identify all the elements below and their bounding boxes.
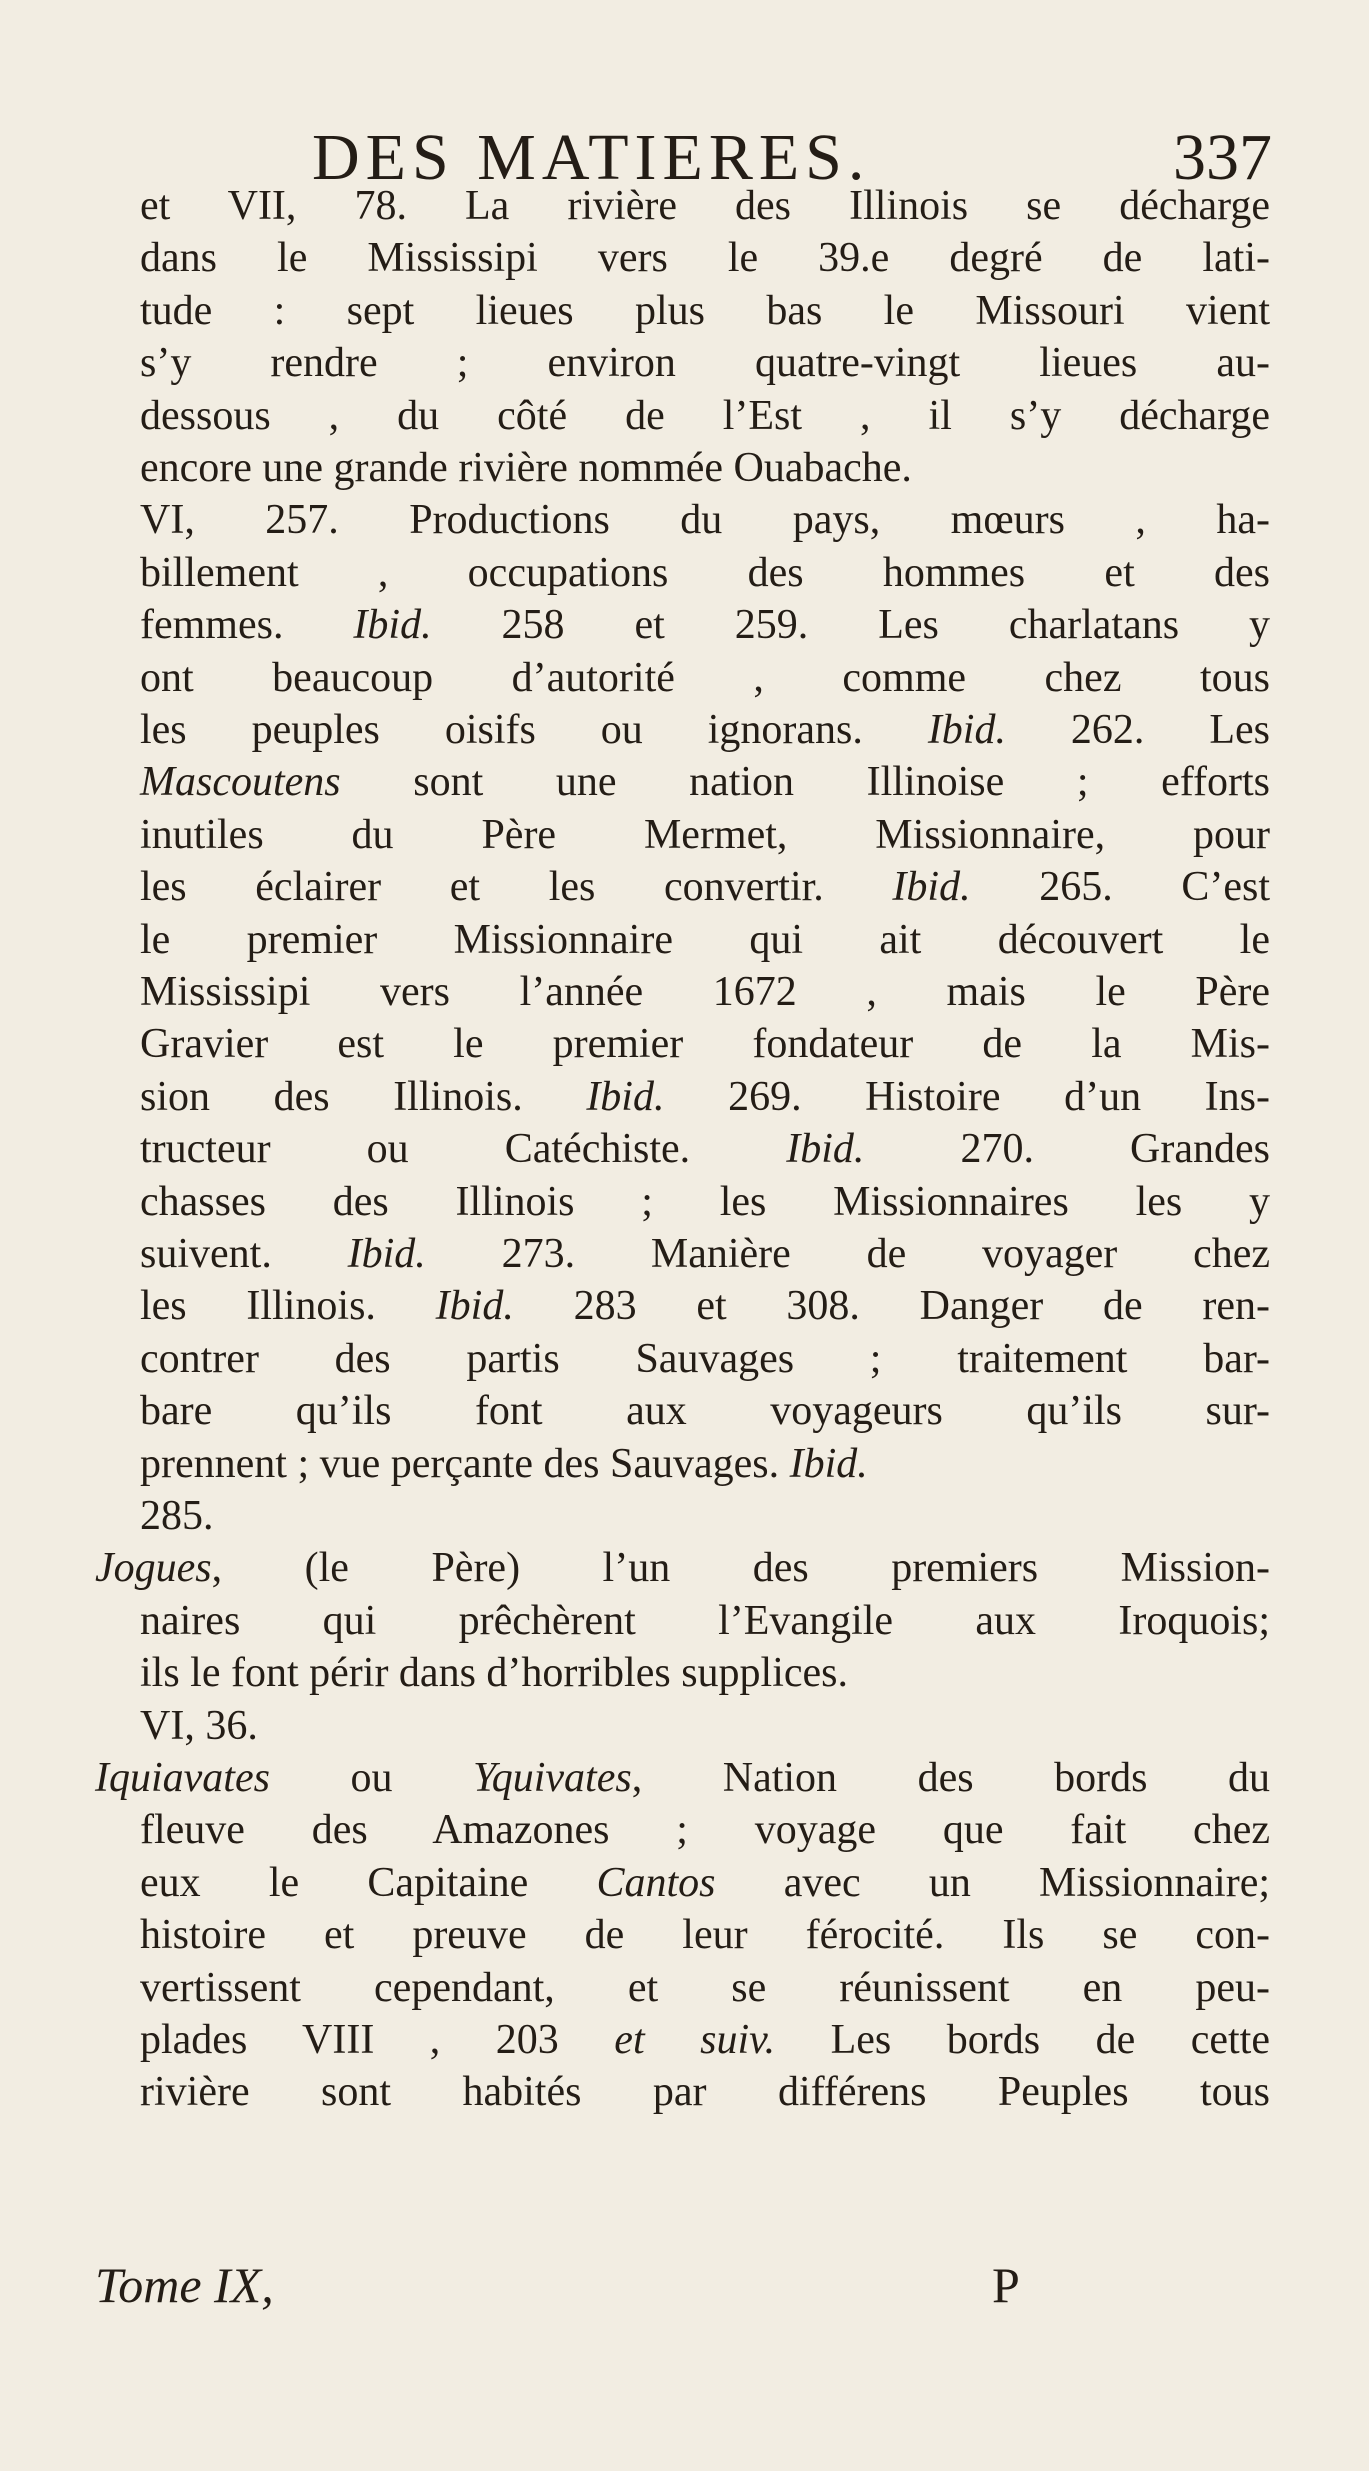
text-segment: 262. Les bbox=[1005, 707, 1270, 753]
text-line bbox=[140, 232, 1270, 284]
text-line bbox=[95, 1542, 1270, 1594]
text-segment: le premier Missionnaire qui ait découvert le bbox=[140, 916, 1270, 963]
italic-segment: Ibid. bbox=[435, 1283, 514, 1330]
italic-segment: Ibid. bbox=[347, 1231, 426, 1277]
text-segment: encore une grande rivière nommée Ouabache. bbox=[140, 445, 912, 491]
text-segment: plades VIII , 203 bbox=[140, 2017, 615, 2063]
italic-segment: Ibid. bbox=[586, 1073, 665, 1120]
text-segment: dessous , du côté de l’Est , il s’y décharge bbox=[140, 392, 1270, 439]
italic-segment: Ibid. bbox=[353, 602, 432, 649]
text-line bbox=[140, 1857, 1270, 1909]
text-segment: 265. C’est bbox=[970, 864, 1270, 911]
text-segment: Gravier est le premier fondateur de la Mis- bbox=[140, 1021, 1270, 1068]
italic-segment: Cantos bbox=[596, 1859, 716, 1906]
text-segment: , (le Père) l’un des premiers Mission- bbox=[211, 1545, 1270, 1592]
text-segment: tructeur ou Catéchiste. bbox=[140, 1126, 787, 1173]
text-segment: Mississipi vers l’année 1672 , mais le Père bbox=[140, 969, 1270, 1015]
text-segment: chasses des Illinois ; les Missionnaires les y bbox=[140, 1178, 1270, 1225]
text-segment: ils le font périr dans d’horribles supplices. bbox=[140, 1650, 849, 1697]
italic-segment: Ibid. bbox=[786, 1126, 865, 1173]
text-segment: 270. Grandes bbox=[864, 1126, 1270, 1173]
italic-segment: Ibid. bbox=[892, 864, 971, 911]
text-segment: bare qu’ils font aux voyageurs qu’ils sur- bbox=[140, 1388, 1270, 1435]
text-segment: 283 et 308. Danger de ren- bbox=[513, 1283, 1270, 1330]
text-line bbox=[140, 652, 1270, 704]
text-segment: inutiles du Père Mermet, Missionnaire, pour bbox=[140, 811, 1270, 858]
text-line bbox=[140, 1280, 1270, 1332]
text-segment: les peuples oisifs ou ignorans. bbox=[140, 707, 928, 753]
text-segment: suivent. bbox=[140, 1231, 348, 1277]
text-segment: 273. Manière de voyager chez bbox=[425, 1231, 1271, 1277]
text-line bbox=[140, 1595, 1270, 1647]
text-segment: et VII, 78. La rivière des Illinois se décharge bbox=[140, 183, 1270, 229]
text-line bbox=[140, 390, 1270, 442]
text-line bbox=[140, 966, 1270, 1018]
text-segment: , Nation des bords du bbox=[631, 1755, 1270, 1801]
text-segment: ou bbox=[269, 1755, 474, 1801]
text-segment: sont une nation Illinoise ; efforts bbox=[340, 759, 1270, 806]
text-segment: dans le Mississipi vers le 39.e degré de lati- bbox=[140, 235, 1270, 282]
text-segment: sion des Illinois. bbox=[140, 1073, 587, 1120]
text-line bbox=[140, 180, 1270, 232]
page-number: 337 bbox=[1173, 121, 1272, 194]
text-line bbox=[140, 1333, 1270, 1385]
text-line bbox=[140, 1490, 214, 1542]
text-line bbox=[140, 285, 1270, 337]
italic-segment: Jogues bbox=[95, 1545, 212, 1592]
text-line bbox=[140, 1385, 1270, 1437]
text-line bbox=[140, 2066, 1270, 2118]
text-segment: VI, 257. Productions du pays, mœurs , ha- bbox=[140, 497, 1270, 544]
text-line bbox=[140, 1176, 1270, 1228]
italic-segment: Mascoutens bbox=[140, 759, 341, 806]
signature-mark: P bbox=[992, 2257, 1020, 2313]
text-line bbox=[140, 2014, 1270, 2066]
text-segment: fleuve des Amazones ; voyage que fait chez bbox=[140, 1807, 1270, 1854]
text-segment: ont beaucoup d’autorité , comme chez tous bbox=[140, 654, 1270, 701]
italic-segment: et suiv. bbox=[614, 2017, 776, 2063]
text-line bbox=[140, 1018, 1270, 1070]
text-segment: eux le Capitaine bbox=[140, 1859, 597, 1906]
text-line bbox=[140, 547, 1270, 599]
text-segment: 269. Histoire d’un Ins- bbox=[664, 1073, 1270, 1120]
text-segment: tude : sept lieues plus bas le Missouri vient bbox=[140, 287, 1270, 334]
text-line bbox=[95, 1752, 1270, 1804]
text-line bbox=[140, 809, 1270, 861]
header-title: DES MATIERES. bbox=[312, 121, 871, 194]
italic-segment: Yquivates bbox=[473, 1755, 632, 1801]
text-segment: histoire et preuve de leur férocité. Ils se con- bbox=[140, 1912, 1270, 1959]
text-line bbox=[140, 337, 1270, 389]
text-segment: les éclairer et les convertir. bbox=[140, 864, 893, 911]
text-line bbox=[140, 494, 1270, 546]
text-segment: vertissent cependant, et se réunissent en peu- bbox=[140, 1964, 1270, 2011]
text-segment: rivière sont habités par différens Peuples tous bbox=[140, 2069, 1270, 2116]
text-line bbox=[140, 1228, 1270, 1280]
text-segment: naires qui prêchèrent l’Evangile aux Iroquois; bbox=[140, 1597, 1270, 1644]
text-segment: Les bords de cette bbox=[775, 2017, 1270, 2063]
text-line bbox=[140, 1700, 258, 1752]
text-line bbox=[140, 1647, 848, 1699]
text-line bbox=[140, 914, 1270, 966]
italic-segment: Ibid. bbox=[927, 707, 1006, 753]
text-segment: VI, 36. bbox=[140, 1702, 258, 1749]
text-line bbox=[140, 1909, 1270, 1961]
text-line bbox=[140, 1804, 1270, 1856]
text-segment: 258 et 259. Les charlatans y bbox=[431, 602, 1271, 649]
text-line bbox=[140, 756, 1270, 808]
text-line bbox=[140, 442, 912, 494]
text-line bbox=[140, 704, 1270, 756]
text-segment: prennent ; vue perçante des Sauvages. bbox=[140, 1440, 790, 1487]
text-segment: avec un Missionnaire; bbox=[715, 1859, 1270, 1906]
text-segment: billement , occupations des hommes et des bbox=[140, 549, 1270, 596]
text-line bbox=[140, 1962, 1270, 2014]
text-line bbox=[140, 1438, 868, 1490]
text-line bbox=[140, 861, 1270, 913]
text-segment: s’y rendre ; environ quatre-vingt lieues au- bbox=[140, 340, 1270, 387]
text-line bbox=[140, 599, 1270, 651]
text-segment: les Illinois. bbox=[140, 1283, 436, 1330]
text-segment: femmes. bbox=[140, 602, 354, 649]
italic-segment: Iquiavates bbox=[95, 1755, 270, 1801]
text-line bbox=[140, 1123, 1270, 1175]
text-segment: 285. bbox=[140, 1493, 214, 1539]
italic-segment: Ibid. bbox=[789, 1440, 868, 1487]
volume-footer: Tome IX, bbox=[95, 2257, 274, 2313]
text-line bbox=[140, 1071, 1270, 1123]
text-segment: contrer des partis Sauvages ; traitement bar- bbox=[140, 1335, 1270, 1382]
